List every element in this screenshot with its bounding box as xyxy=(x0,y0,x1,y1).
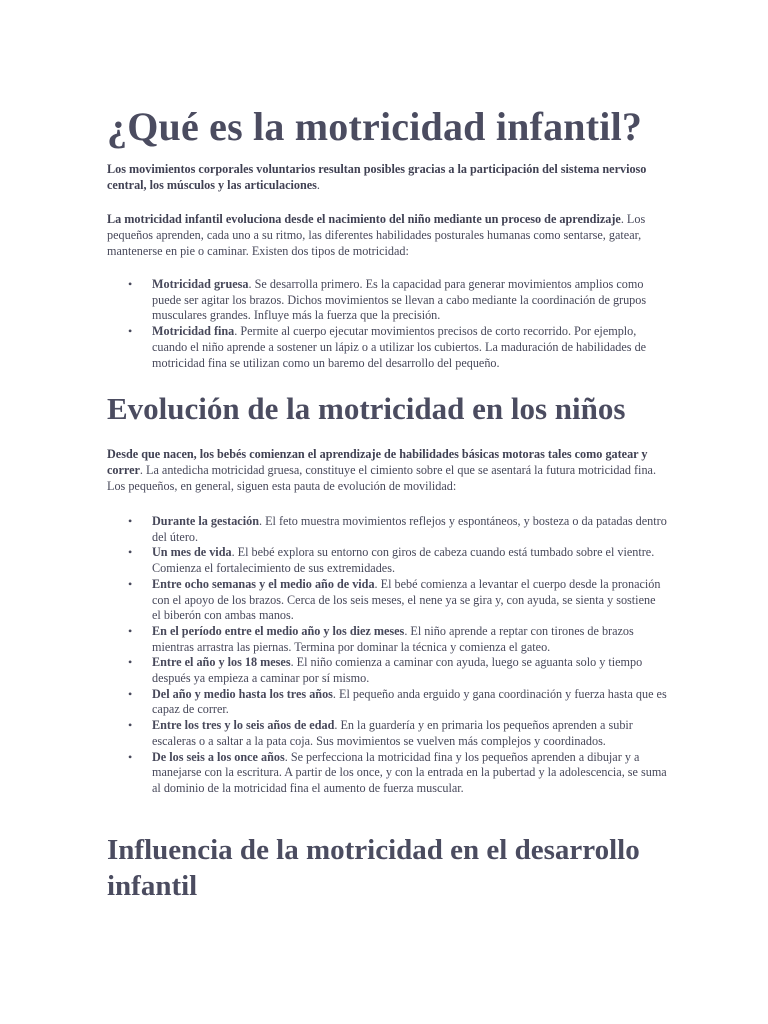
intro-paragraph-2-rest: . Los pequeños aprenden, cada uno a su ritmo, las diferentes habilidades posturales humanas como sentarse, gatear, mantenerse en pie o caminar. Existen dos tipos de motricidad: xyxy=(107,212,646,258)
evolution-stages-list xyxy=(107,514,667,797)
list-item-text: . El bebé explora su entorno con giros de cabeza cuando está tumbado sobre el vientre. Comienza el fortalecimiento de sus extremidades. xyxy=(152,545,655,576)
section-heading-evolucion: Evolución de la motricidad en los niños xyxy=(107,391,626,426)
list-item xyxy=(107,514,667,545)
list-item-text: . El niño comienza a caminar con ayuda, luego se aguanta solo y tiempo después ya empieza a caminar por sí mismo. xyxy=(152,655,643,686)
motricity-types-list xyxy=(107,277,667,371)
intro-paragraph-1 xyxy=(107,161,662,193)
list-item-text: . El pequeño anda erguido y gana coordinación y fuerza hasta que es capaz de correr. xyxy=(152,686,667,717)
list-item-term: Entre los tres y lo seis años de edad xyxy=(152,718,335,733)
list-item xyxy=(107,545,667,576)
list-item-term: De los seis a los once años xyxy=(152,749,285,764)
list-item-text: . Permite al cuerpo ejecutar movimientos precisos de corto recorrido. Por ejemplo, cuando el niño aprende a sostener un lápiz o a utilizar los cubiertos. La maduración de habilidades de motricidad fina se utilizan como un baremo del desarrollo del pequeño. xyxy=(152,324,647,370)
intro-paragraph-2 xyxy=(107,211,662,259)
list-item-term: Entre el año y los 18 meses xyxy=(152,655,291,670)
list-item-term: Del año y medio hasta los tres años xyxy=(152,686,333,701)
list-item-term: Motricidad gruesa xyxy=(152,277,249,291)
list-item-term: Durante la gestación xyxy=(152,514,259,528)
list-item-term: En el período entre el medio año y los diez meses xyxy=(152,623,405,638)
page-title: ¿Qué es la motricidad infantil? xyxy=(107,104,643,149)
list-item-text: . El feto muestra movimientos reflejos y espontáneos, y bosteza o da patadas dentro del útero. xyxy=(152,514,667,544)
list-item xyxy=(107,750,667,797)
list-item-term: Motricidad fina xyxy=(152,324,235,339)
list-item-text: . Se perfecciona la motricidad fina y los pequeños aprenden a dibujar y a manejarse con la escritura. A partir de los once, y con la entrada en la pubertad y la adolescencia, se suma al dominio de la motricidad fina el aumento de fuerza muscular. xyxy=(152,749,667,795)
section-heading-influencia: Influencia de la motricidad en el desarrollo infantil xyxy=(107,834,640,902)
list-item xyxy=(107,687,667,718)
list-item-text: . Se desarrolla primero. Es la capacidad para generar movimientos amplios como puede ser agitar los brazos. Dichos movimientos se llevan a cabo mediante la coordinación de grupos musculares grandes. Influye más la fuerza que la precisión. xyxy=(152,277,647,323)
list-item-term: Entre ocho semanas y el medio año de vida xyxy=(152,576,375,591)
list-item xyxy=(107,655,667,686)
evolution-paragraph-rest: . La antedicha motricidad gruesa, constituye el cimiento sobre el que se asentará la futura motricidad fina. Los pequeños, en general, siguen esta pauta de evolución de movilidad: xyxy=(107,463,656,493)
intro-paragraph-2-bold: La motricidad infantil evoluciona desde el nacimiento del niño mediante un proceso de aprendizaje xyxy=(107,212,621,226)
evolution-paragraph-bold: Desde que nacen, los bebés comienzan el aprendizaje de habilidades básicas motoras tales como gatear y correr xyxy=(107,447,648,477)
list-item xyxy=(107,624,667,655)
list-item xyxy=(107,718,667,749)
list-item-text: . En la guardería y en primaria los pequeños aprenden a subir escaleras o a saltar a la pata coja. Sus movimientos se vuelven más complejos y coordinados. xyxy=(152,718,633,748)
list-item-text: . El niño aprende a reptar con tirones de brazos mientras arrastra las piernas. Termina por dominar la técnica y comienza el gateo. xyxy=(152,623,634,654)
intro-paragraph-1-rest: . xyxy=(316,178,320,192)
list-item-text: . El bebé comienza a levantar el cuerpo desde la pronación con el apoyo de los brazos. Cerca de los seis meses, el nene ya se gira y, con ayuda, se sienta y sostiene el biberón con ambas manos. xyxy=(152,576,661,623)
list-item-term: Un mes de vida xyxy=(152,545,232,560)
list-item xyxy=(107,324,667,371)
list-item xyxy=(107,277,667,324)
intro-paragraph-1-bold: Los movimientos corporales voluntarios resultan posibles gracias a la participación del sistema nervioso central, los músculos y las articulaciones xyxy=(107,162,647,192)
list-item xyxy=(107,577,667,624)
evolution-paragraph xyxy=(107,446,662,494)
